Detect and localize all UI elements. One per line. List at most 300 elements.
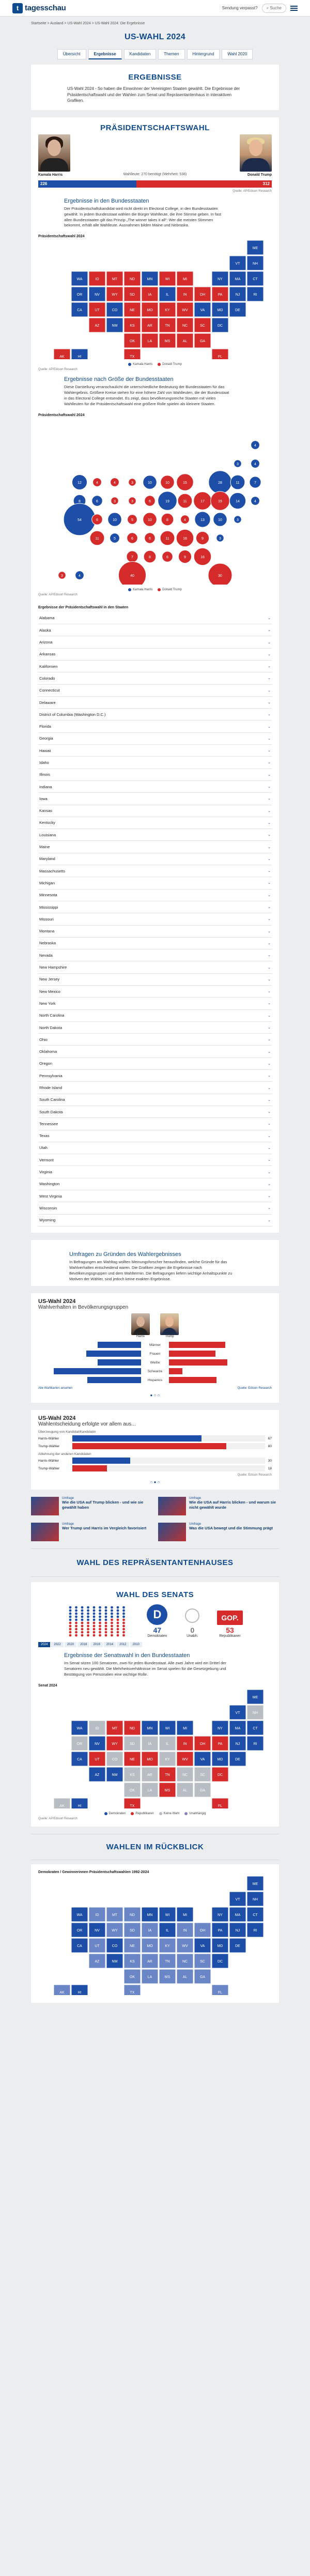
teaser-3[interactable] [31, 1523, 152, 1541]
senate-seat [99, 1613, 101, 1615]
state-abbr: ND [129, 1727, 135, 1731]
bubble-label: 6 [96, 499, 98, 503]
motive-label: Harris-Wähler [38, 1459, 59, 1463]
senate-seat [69, 1619, 72, 1621]
senate-seat [99, 1631, 101, 1634]
logo-text: tagesschau [25, 4, 66, 12]
state-accordion-item[interactable] [38, 1106, 272, 1118]
subnav-tab[interactable]: Themen [158, 49, 184, 59]
tagesschau-logo[interactable] [12, 3, 66, 13]
chevron-down-icon: ⌄ [268, 797, 271, 801]
state-abbr: AK [59, 355, 65, 359]
poll2-bars-group1 [38, 1435, 272, 1449]
bubble-label: 16 [183, 536, 187, 541]
year-tab[interactable]: 2022 [51, 1642, 63, 1647]
state-accordion-item[interactable] [38, 1142, 272, 1154]
senate-state-map[interactable] [38, 1690, 282, 1808]
senate-seat [93, 1628, 96, 1631]
bubble-label: 6 [149, 536, 151, 541]
top-bar-actions [222, 4, 298, 13]
state-abbr: OH [199, 1929, 206, 1933]
bubble-label: 3 [61, 574, 63, 578]
state-accordion-item[interactable] [38, 877, 272, 889]
state-accordion-item[interactable] [38, 1215, 272, 1226]
state-accordion-item[interactable] [38, 1130, 272, 1142]
state-accordion-item[interactable] [38, 805, 272, 817]
state-accordion-item[interactable] [38, 961, 272, 973]
state-abbr: OK [129, 1789, 135, 1793]
senate-seat [87, 1619, 89, 1621]
states-list-title: Ergebnisse der Präsidentschaftswahl in den Staaten [38, 605, 129, 609]
state-name: Florida [39, 724, 51, 729]
senate-seat [122, 1616, 125, 1618]
poll1-harris-portrait [131, 1313, 150, 1335]
chevron-down-icon: ⌄ [268, 1158, 271, 1162]
chevron-down-icon: ⌄ [268, 1002, 271, 1006]
bubble-legend [38, 588, 272, 591]
state-abbr: ID [95, 1913, 99, 1918]
state-name: New York [39, 1001, 56, 1006]
state-name: Ohio [39, 1037, 48, 1042]
bubble-label: 10 [113, 518, 117, 522]
state-accordion-item[interactable] [38, 1190, 272, 1202]
democrats-logo: D [147, 1604, 167, 1625]
state-abbr: WI [165, 1727, 170, 1731]
state-accordion-item[interactable] [38, 1166, 272, 1178]
year-tab[interactable]: 2018 [78, 1642, 89, 1647]
state-bubble-chart[interactable] [38, 419, 282, 585]
state-name: Utah [39, 1145, 48, 1151]
senate-seat [75, 1613, 78, 1615]
state-name: Nevada [39, 953, 53, 958]
motive-bar [72, 1443, 226, 1449]
house-heading: WAHL DES REPRÄSENTANTENHAUSES [76, 1558, 234, 1568]
state-abbr: VA [200, 1944, 205, 1949]
teaser-4[interactable] [158, 1523, 279, 1541]
motive-bar-row [38, 1458, 272, 1464]
bubble-label: 3 [237, 462, 239, 466]
bubble-label: 17 [200, 499, 205, 503]
senate-seat [122, 1628, 125, 1631]
president-source: Quelle: AP/Edison Research [233, 189, 272, 193]
senate-seat [69, 1634, 72, 1637]
state-abbr: AZ [95, 324, 100, 328]
state-name: Kalifornien [39, 664, 58, 669]
chevron-down-icon: ⌄ [268, 833, 271, 837]
state-abbr: TN [165, 324, 170, 328]
state-abbr: IL [166, 1929, 169, 1933]
senate-seat [87, 1606, 89, 1609]
bubble-label: 19 [165, 499, 169, 503]
page-title: US-WAHL 2024 [124, 33, 185, 41]
teasers-row-1 [31, 1497, 279, 1515]
state-abbr: GA [199, 1789, 206, 1793]
chevron-down-icon: ⌄ [268, 857, 271, 861]
trump-bar [169, 1351, 215, 1357]
senate-seat [75, 1622, 78, 1624]
state-abbr: PA [218, 1929, 223, 1933]
senate-seat [105, 1631, 107, 1634]
state-accordion-item[interactable] [38, 1070, 272, 1082]
teaser-2[interactable] [158, 1497, 279, 1515]
state-accordion-item[interactable] [38, 974, 272, 986]
state-abbr: UT [95, 1944, 100, 1949]
bar-label: Frauen [149, 1352, 161, 1356]
harris-bar [86, 1351, 141, 1357]
state-name: Idaho [39, 760, 49, 765]
bubble-source: Quelle: AP/Edison Research [38, 593, 78, 596]
senate-heading: WAHL DES SENATS [116, 1590, 194, 1600]
chevron-down-icon: ⌄ [268, 628, 271, 633]
state-accordion-item[interactable] [38, 661, 272, 672]
state-name: Oregon [39, 1061, 53, 1066]
harris-name: Kamala Harris [38, 173, 63, 177]
senate-seat [93, 1622, 96, 1624]
state-abbr: NE [130, 309, 135, 313]
state-abbr: KY [165, 1944, 170, 1949]
state-accordion-item[interactable] [38, 745, 272, 757]
state-abbr: NC [182, 1773, 188, 1777]
bubble-label: 6 [96, 518, 98, 522]
subnav-tab[interactable]: Übersicht [57, 49, 86, 59]
senate-seat [122, 1613, 125, 1615]
breadcrumb[interactable]: Startseite > Ausland > US-Wahl 2024 > US-Wahl 2024: Die Ergebnisse [31, 22, 145, 25]
state-abbr: NE [130, 1758, 135, 1762]
senate-seat [75, 1634, 78, 1637]
president-state-map[interactable] [38, 240, 282, 359]
bar-label: Männer [149, 1343, 161, 1347]
state-abbr: MN [147, 1913, 153, 1918]
year-tab[interactable]: 2024 [38, 1642, 50, 1647]
poll-card-motives [31, 1410, 279, 1490]
state-abbr: VA [200, 1758, 205, 1762]
chevron-down-icon: ⌄ [268, 677, 271, 681]
senate-seat [81, 1613, 84, 1615]
teaser-4-image [158, 1523, 186, 1541]
state-abbr: CA [77, 309, 82, 313]
state-abbr: NM [112, 1773, 118, 1777]
poll1-kicker: US-Wahl 2024 [38, 1298, 76, 1305]
state-abbr: MA [235, 1727, 241, 1731]
state-abbr: WY [112, 1742, 118, 1746]
state-accordion-item[interactable] [38, 612, 272, 624]
state-accordion-item[interactable] [38, 1010, 272, 1022]
map-legend [38, 363, 272, 366]
state-abbr: MD [217, 1944, 223, 1949]
sub-navigation [0, 46, 310, 65]
state-abbr: NJ [235, 1742, 240, 1746]
state-accordion-item[interactable] [38, 1082, 272, 1094]
trump-bar [169, 1359, 227, 1366]
state-accordion-item[interactable] [38, 709, 272, 720]
state-bubble [118, 561, 146, 585]
state-name: Wisconsin [39, 1205, 57, 1210]
bubble-label: 54 [78, 518, 82, 522]
year-tab[interactable]: 2016 [90, 1642, 102, 1647]
harris-portrait [38, 134, 70, 172]
state-accordion-item[interactable] [38, 781, 272, 793]
state-abbr: DE [235, 1758, 240, 1762]
bubble-label: 3 [114, 499, 116, 503]
senate-section-text: Im Senat sitzen 100 Senatoren, zwei für jeden Bundesstaat. Alle zwei Jahre wird ein Drittel der Senatoren neu gewählt. Die Mehrheitsverhältnisse im Senat spielen für die Gesetzgebung und Bestätigung von Personalien eine wichtige Rolle. [64, 1661, 226, 1677]
bubble-label: 4 [96, 481, 98, 485]
state-abbr: DE [235, 309, 240, 313]
state-abbr: NV [95, 293, 100, 297]
state-accordion-item[interactable] [38, 733, 272, 745]
state-name: Kansas [39, 808, 53, 814]
state-accordion-item[interactable] [38, 649, 272, 661]
state-abbr: IL [166, 293, 169, 297]
poll1-pager[interactable]: ● ○ ○ [150, 1393, 160, 1398]
state-accordion-item[interactable] [38, 949, 272, 961]
senate-seat [105, 1634, 107, 1637]
chevron-down-icon: ⌄ [268, 1086, 271, 1090]
state-abbr: NC [182, 324, 188, 328]
state-abbr: MN [147, 1727, 153, 1731]
poll-bar-row [38, 1368, 272, 1375]
state-abbr: DC [217, 1773, 223, 1777]
state-accordion-item[interactable] [38, 1046, 272, 1057]
chevron-down-icon: ⌄ [268, 869, 271, 873]
top-bar [0, 0, 310, 17]
state-accordion-item[interactable] [38, 636, 272, 648]
state-abbr: ND [129, 278, 135, 282]
senate-seat [93, 1613, 96, 1615]
teaser-1[interactable] [31, 1497, 152, 1515]
senate-seat [81, 1616, 84, 1618]
chevron-down-icon: ⌄ [268, 906, 271, 910]
chevron-down-icon: ⌄ [268, 1146, 271, 1150]
state-abbr: DE [235, 1944, 240, 1949]
chevron-down-icon: ⌄ [268, 821, 271, 825]
subnav-tab[interactable]: Ergebnisse [88, 49, 122, 59]
bubble-section-text: Diese Darstellung veranschaulicht die unterschiedliche Bedeutung der Bundesstaaten für das Wahlergebnis. Größere Kreise stehen für eine höhere Zahl von Wahlleuten, die der Bundesstaat in das Electoral College entsendet. Es zeigt, dass bevölkerungsreiche Staaten mit vielen Wahlleuten für die Präsidentschaftswahl eine größere Rolle spielen als kleinere Staaten. [64, 385, 229, 406]
state-abbr: AK [59, 1991, 65, 1995]
poll2-pager[interactable]: ○ ● ○ [150, 1480, 160, 1485]
poll1-link[interactable]: Alle Wahlkarten ansehen [38, 1387, 73, 1390]
state-abbr: SC [200, 1773, 205, 1777]
bubble-label: 16 [200, 555, 205, 559]
state-name: New Hampshire [39, 965, 67, 970]
state-abbr: PA [218, 1742, 223, 1746]
state-abbr: MO [147, 309, 153, 313]
state-accordion-item[interactable] [38, 1118, 272, 1130]
state-abbr: IN [183, 293, 187, 297]
state-abbr: WI [165, 1913, 170, 1918]
state-accordion-item[interactable] [38, 769, 272, 781]
senate-seat [81, 1631, 84, 1634]
state-abbr: MS [164, 1789, 171, 1793]
state-accordion-item[interactable] [38, 853, 272, 865]
bubble-label: 19 [218, 499, 222, 503]
senate-seat [81, 1619, 84, 1621]
state-name: Maine [39, 845, 50, 850]
state-abbr: IN [183, 1742, 187, 1746]
state-accordion-item[interactable] [38, 938, 272, 949]
state-name: Louisiana [39, 832, 56, 837]
state-accordion-item[interactable] [38, 986, 272, 998]
state-abbr: DC [217, 1960, 223, 1964]
state-abbr: UT [95, 1758, 100, 1762]
state-abbr: LA [147, 340, 152, 344]
state-abbr: TX [130, 355, 135, 359]
state-abbr: IA [148, 293, 152, 297]
year-tab[interactable]: 2020 [65, 1642, 76, 1647]
bubble-label: 9 [202, 536, 204, 541]
menu-icon[interactable] [290, 6, 298, 11]
state-accordion-item[interactable] [38, 841, 272, 853]
harris-electoral-votes: 226 [38, 180, 136, 188]
state-accordion-item[interactable] [38, 672, 272, 684]
senate-seat [122, 1631, 125, 1634]
divider [31, 1548, 279, 1549]
state-abbr: OR [76, 293, 83, 297]
bubble-label: 4 [254, 443, 256, 448]
state-name: Maryland [39, 856, 55, 862]
year-tab[interactable]: 2012 [117, 1642, 129, 1647]
senate-seat [105, 1619, 107, 1621]
state-abbr: RI [253, 1742, 257, 1746]
state-accordion-item[interactable] [38, 890, 272, 901]
state-abbr: AR [147, 324, 152, 328]
legend-trump: Donald Trump [162, 363, 182, 366]
subnav-tab[interactable]: Kandidaten [124, 49, 156, 59]
senate-legend-item [131, 1812, 153, 1815]
state-abbr: ME [252, 1696, 258, 1700]
poll-bar-row [38, 1341, 272, 1348]
senate-seat [69, 1606, 72, 1609]
subnav-tab[interactable]: Hintergrund [187, 49, 220, 59]
state-accordion-item[interactable] [38, 1178, 272, 1190]
state-name: Arizona [39, 640, 53, 645]
state-abbr: VT [235, 1898, 240, 1902]
state-accordion-item[interactable] [38, 793, 272, 805]
senate-seat-chart [67, 1605, 129, 1638]
missed-broadcast-link[interactable]: Sendung verpasst? [222, 6, 258, 10]
senate-seat [75, 1628, 78, 1631]
state-abbr: ME [252, 1882, 258, 1887]
state-accordion-item[interactable] [38, 998, 272, 1009]
state-abbr: GA [199, 340, 206, 344]
bubble-label: 14 [236, 499, 240, 503]
state-abbr: ND [129, 1913, 135, 1918]
poll-bar-row [38, 1359, 272, 1366]
state-accordion-item[interactable] [38, 697, 272, 709]
bubble-label: 3 [237, 518, 239, 522]
senate-seat [111, 1616, 113, 1618]
harris-bar [98, 1359, 141, 1366]
state-abbr: VT [235, 1711, 240, 1715]
state-abbr: CA [77, 1944, 82, 1949]
chevron-down-icon: ⌄ [268, 977, 271, 982]
senate-rep-seats: 53 [226, 1626, 234, 1635]
motive-value: 67 [268, 1436, 272, 1440]
chevron-down-icon: ⌄ [268, 688, 271, 693]
state-accordion-item[interactable] [38, 757, 272, 769]
state-accordion-item[interactable] [38, 1202, 272, 1214]
state-name: District of Columbia (Washington D.C.) [39, 712, 106, 717]
state-abbr: MI [183, 1913, 187, 1918]
state-abbr: MS [164, 340, 171, 344]
state-name: Iowa [39, 796, 48, 801]
state-abbr: NJ [235, 1929, 240, 1933]
state-abbr: IA [148, 1929, 152, 1933]
state-abbr: WY [112, 1929, 118, 1933]
senate-seat [117, 1609, 119, 1612]
state-accordion-item[interactable] [38, 624, 272, 636]
polls-text: In Befragungen am Wahltag wollten Meinungsforscher herausfinden, welche Gründe für das Wahlverhalten entscheidend waren. Die Grafiken zeigen die Ergebnisse nach Bevölkerungsgruppen und dem Wahltermin. Die Befragungen liefern wichtige Anhaltspunkte zu Motiven der Wähler, sind jedoch keine exakten Ergebnisse. [69, 1259, 233, 1281]
chevron-down-icon: ⌄ [268, 954, 271, 958]
senate-section-title: Ergebnisse der Senatswahl in den Bundesstaaten [64, 1652, 190, 1659]
state-abbr: SD [130, 1742, 135, 1746]
state-accordion-item[interactable] [38, 817, 272, 829]
senate-seat [105, 1609, 107, 1612]
state-abbr: AR [147, 1773, 152, 1777]
state-accordion-item[interactable] [38, 901, 272, 913]
state-accordion-item[interactable] [38, 720, 272, 732]
chevron-down-icon: ⌄ [268, 881, 271, 885]
state-abbr: AL [182, 1789, 188, 1793]
state-abbr: MT [112, 278, 118, 282]
state-accordion-item[interactable] [38, 913, 272, 925]
chevron-down-icon: ⌄ [268, 1194, 271, 1199]
state-accordion-item[interactable] [38, 1094, 272, 1106]
state-abbr: HI [78, 1991, 82, 1995]
senate-seat [75, 1631, 78, 1634]
state-accordion-item[interactable] [38, 1154, 272, 1166]
search-button[interactable] [262, 4, 286, 13]
state-accordion-item[interactable] [38, 829, 272, 841]
senate-seat [105, 1616, 107, 1618]
subnav-tab[interactable]: Wahl 2020 [222, 49, 253, 59]
map-section-title: Ergebnisse in den Bundesstaaten [64, 197, 149, 204]
state-abbr: MO [147, 1758, 153, 1762]
state-accordion-item[interactable] [38, 1058, 272, 1070]
state-abbr: WV [182, 309, 188, 313]
poll2-title: Wahlentscheidung erfolgte vor allem aus... [38, 1421, 136, 1428]
motive-label: Trump-Wähler [38, 1444, 60, 1448]
state-abbr: CA [77, 1758, 82, 1762]
harris-bar [54, 1368, 141, 1374]
poll2-group2: Ablehnung der anderen Kandidaten [38, 1452, 91, 1456]
state-abbr: NE [130, 1944, 135, 1949]
state-abbr: MA [235, 1913, 241, 1918]
state-abbr: IN [183, 1929, 187, 1933]
state-accordion-item[interactable] [38, 926, 272, 938]
trump-bar [169, 1342, 225, 1348]
senate-seat [105, 1628, 107, 1631]
state-abbr: MS [164, 1975, 171, 1980]
year-tab[interactable]: 2010 [130, 1642, 142, 1647]
senate-seat [81, 1628, 84, 1631]
chevron-down-icon: ⌄ [268, 1122, 271, 1126]
senate-seat [117, 1631, 119, 1634]
state-abbr: WA [76, 1727, 83, 1731]
senate-seat [99, 1622, 101, 1624]
polls-intro-card [31, 1240, 279, 1286]
state-accordion-item[interactable] [38, 865, 272, 877]
senate-seat [87, 1625, 89, 1628]
state-name: Vermont [39, 1157, 54, 1162]
history-state-map[interactable] [38, 1876, 282, 1995]
state-accordion-item[interactable] [38, 1022, 272, 1034]
year-tab[interactable]: 2014 [104, 1642, 116, 1647]
legend-harris: Kamala Harris [133, 363, 153, 366]
state-name: Washington [39, 1182, 60, 1187]
state-abbr: MT [112, 1913, 118, 1918]
state-accordion-item[interactable] [38, 1034, 272, 1046]
state-accordion-item[interactable] [38, 685, 272, 697]
